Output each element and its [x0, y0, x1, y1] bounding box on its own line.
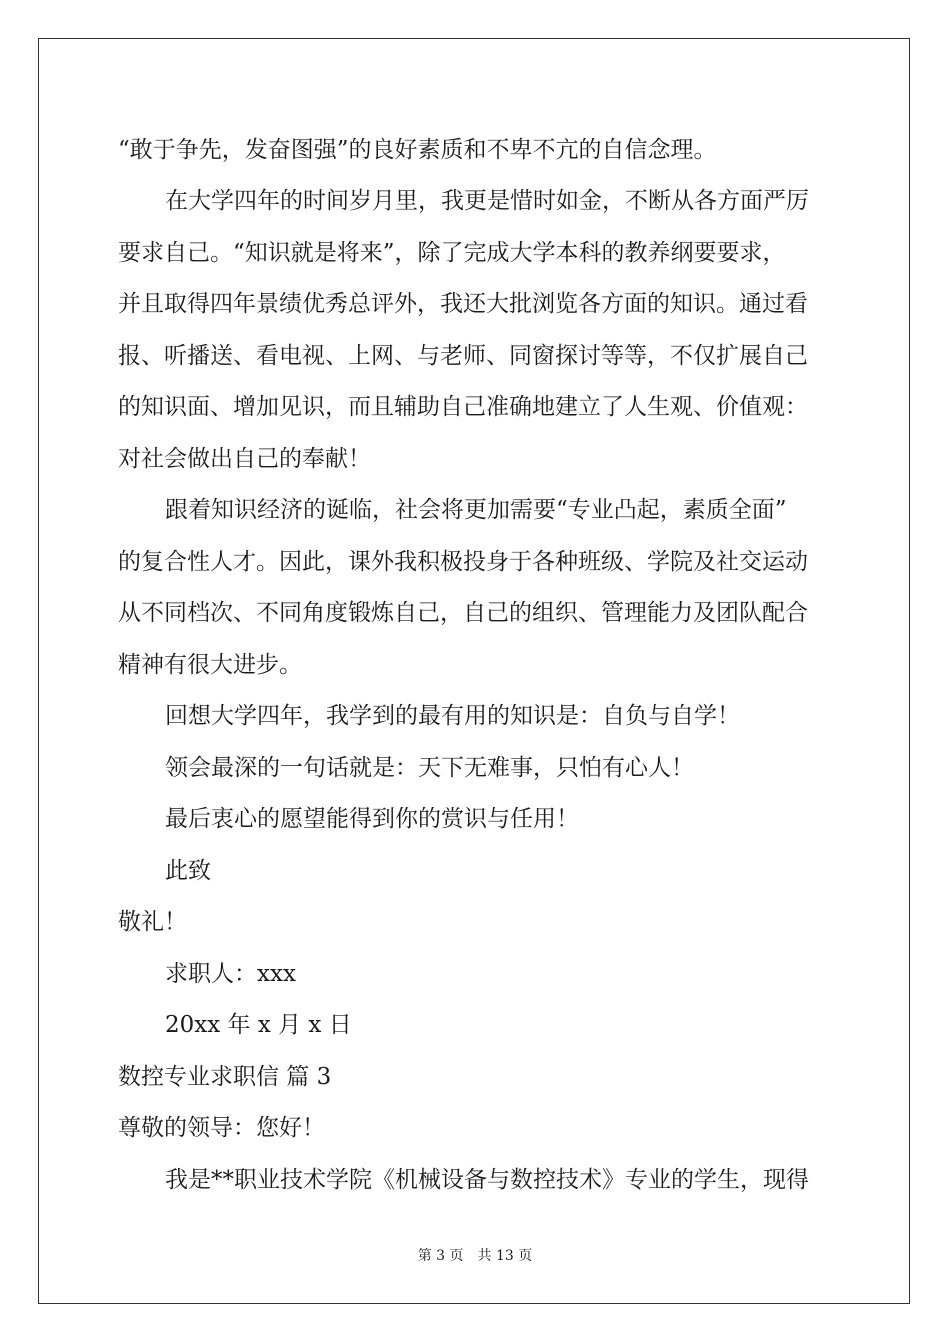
paragraph-line: 领会最深的一句话就是：天下无难事，只怕有心人！ — [165, 755, 694, 781]
paragraph-line: 报、听播送、看电视、上网、与老师、同窗探讨等等，不仅扩展自己 — [118, 343, 808, 369]
page-number: 第 3 页 — [417, 1248, 464, 1264]
paragraph-line: 我是**职业技术学院《机械设备与数控技术》专业的学生，现得 — [165, 1167, 809, 1193]
section-heading: 数控专业求职信 篇 3 — [118, 1064, 332, 1090]
paragraph-line: 最后衷心的愿望能得到你的赏识与任用！ — [165, 806, 579, 832]
paragraph-line: 精神有很大进步。 — [118, 652, 302, 678]
closing-salutation: 此致 — [165, 858, 211, 884]
signature-line: 求职人：xxx — [165, 961, 296, 987]
date-line: 20xx 年 x 月 x 日 — [165, 1012, 352, 1038]
paragraph-line: 从不同档次、不同角度锻炼自己，自己的组织、管理能力及团队配合 — [118, 600, 808, 626]
paragraph-line: 跟着知识经济的诞临，社会将更加需要“专业凸起，素质全面” — [165, 497, 787, 523]
paragraph-line: 对社会做出自己的奉献！ — [118, 446, 371, 472]
paragraph-line: 并且取得四年景绩优秀总评外，我还大批浏览各方面的知识。通过看 — [118, 291, 808, 317]
page-footer — [0, 1246, 950, 1266]
greeting-line: 尊敬的领导：您好！ — [118, 1115, 325, 1141]
paragraph-line: 在大学四年的时间岁月里，我更是惜时如金，不断从各方面严厉 — [165, 188, 809, 214]
paragraph-line: 的知识面、增加见识，而且辅助自己准确地建立了人生观、价值观： — [118, 394, 808, 420]
paragraph-line: 的复合性人才。因此，课外我积极投身于各种班级、学院及社交运动 — [118, 549, 808, 575]
paragraph-line: 回想大学四年，我学到的最有用的知识是：自负与自学！ — [165, 703, 740, 729]
paragraph-line: “敢于争先，发奋图强”的良好素质和不卑不亢的自信念理。 — [118, 137, 717, 163]
closing-salutation: 敬礼！ — [118, 909, 187, 935]
page-total: 共 13 页 — [477, 1248, 533, 1264]
paragraph-line: 要求自己。“知识就是将来”，除了完成大学本科的教养纲要要求， — [118, 240, 786, 266]
